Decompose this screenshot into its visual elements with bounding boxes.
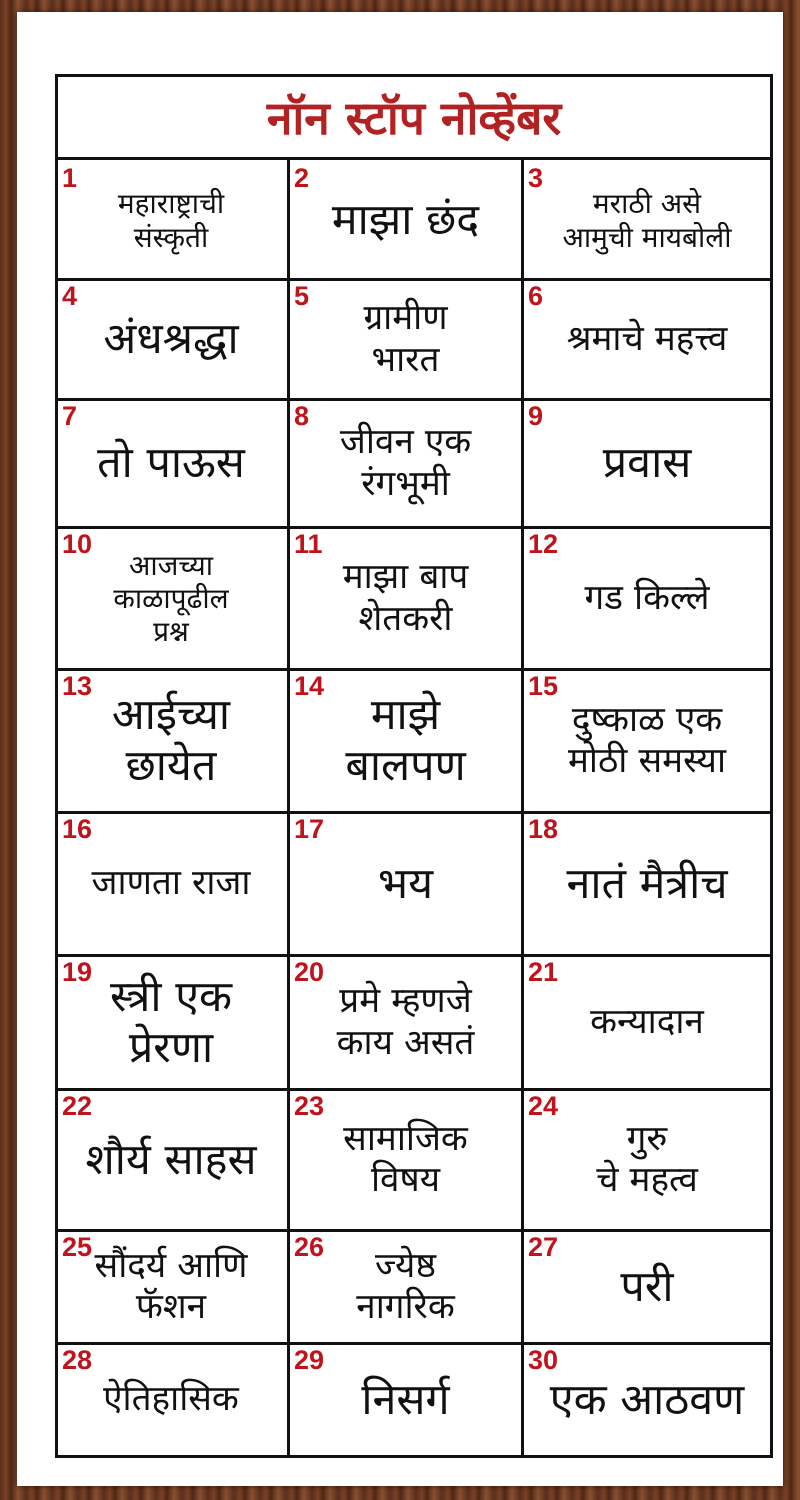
day-topic: मराठी असे आमुची मायबोली <box>562 187 732 254</box>
day-number: 19 <box>62 957 93 987</box>
day-number: 4 <box>62 281 78 311</box>
day-cell <box>290 529 521 668</box>
day-cell <box>290 163 521 278</box>
day-topic: ऐतिहासिक <box>103 1379 239 1420</box>
poster-title: नॉन स्टॉप नोव्हेंबर <box>58 77 770 160</box>
day-number: 3 <box>528 163 544 193</box>
day-number: 27 <box>528 1232 559 1262</box>
day-number: 8 <box>294 401 310 431</box>
day-number: 18 <box>528 814 559 844</box>
day-number: 25 <box>62 1232 93 1262</box>
day-cell <box>524 281 770 398</box>
day-topic: श्रमाचे महत्त्व <box>566 318 728 359</box>
day-cell <box>290 401 521 526</box>
day-cell <box>290 1232 521 1342</box>
day-topic: आजच्या काळापूढील प्रश्न <box>113 548 229 649</box>
day-cell <box>290 671 521 811</box>
day-cell <box>524 1345 770 1455</box>
day-number: 15 <box>528 671 559 701</box>
day-topic: जाणता राजा <box>91 863 251 904</box>
day-topic: सौंदर्य आणि फॅशन <box>94 1245 248 1327</box>
day-topic: भय <box>377 858 434 909</box>
day-topic: जीवन एक रंगभूमी <box>339 422 472 504</box>
day-topic: माझा बाप शेतकरी <box>342 557 469 639</box>
day-cell <box>58 1345 284 1455</box>
day-cell <box>524 814 770 954</box>
day-cell <box>290 814 521 954</box>
day-topic: एक आठवण <box>549 1374 745 1425</box>
day-topic: सामाजिक विषय <box>343 1118 468 1200</box>
day-topic: माझे बालपण <box>345 690 466 791</box>
day-cell <box>58 814 284 954</box>
day-cell <box>524 163 770 278</box>
day-number: 12 <box>528 529 559 559</box>
day-number: 30 <box>528 1345 559 1375</box>
day-number: 2 <box>294 163 310 193</box>
day-cell <box>290 1091 521 1229</box>
day-number: 16 <box>62 814 93 844</box>
day-topic: आईच्या छायेत <box>111 690 231 791</box>
day-number: 1 <box>62 163 78 193</box>
day-cell <box>58 957 284 1088</box>
day-cell <box>524 1091 770 1229</box>
day-topic: शौर्य साहस <box>85 1134 257 1185</box>
day-number: 10 <box>62 529 93 559</box>
day-number: 17 <box>294 814 325 844</box>
day-number: 28 <box>62 1345 93 1375</box>
day-number: 7 <box>62 401 78 431</box>
day-number: 20 <box>294 957 325 987</box>
day-topic: ग्रामीण भारत <box>363 298 448 380</box>
poster-card <box>17 12 783 1486</box>
day-topic: तो पाऊस <box>97 438 245 489</box>
day-number: 24 <box>528 1091 559 1121</box>
day-cell <box>524 1232 770 1342</box>
day-cell <box>58 401 284 526</box>
day-topic: प्रमे म्हणजे काय असतं <box>336 981 475 1063</box>
day-topic: माझा छंद <box>331 195 480 246</box>
day-number: 5 <box>294 281 310 311</box>
day-cell <box>58 671 284 811</box>
day-number: 26 <box>294 1232 325 1262</box>
day-cell <box>58 1091 284 1229</box>
day-cell <box>58 163 284 278</box>
day-topic: निसर्ग <box>361 1374 450 1425</box>
day-cell <box>290 281 521 398</box>
day-cell <box>290 957 521 1088</box>
day-topic: स्त्री एक प्रेरणा <box>109 971 233 1073</box>
topic-calendar-grid <box>55 74 773 1458</box>
day-cell <box>524 671 770 811</box>
day-cell <box>58 529 284 668</box>
day-number: 9 <box>528 401 544 431</box>
day-topic: दुष्काळ एक मोठी समस्या <box>567 699 727 781</box>
day-number: 11 <box>294 529 323 559</box>
day-cell <box>58 1232 284 1342</box>
day-topic: कन्यादान <box>590 1001 704 1042</box>
day-topic: गड किल्ले <box>584 577 710 618</box>
day-cell <box>524 957 770 1088</box>
day-topic: ज्येष्ठ नागरिक <box>356 1245 455 1327</box>
day-cell <box>290 1345 521 1455</box>
day-number: 29 <box>294 1345 325 1375</box>
day-cell <box>58 281 284 398</box>
day-topic: प्रवास <box>602 438 692 489</box>
day-number: 6 <box>528 281 544 311</box>
day-topic: अंधश्रद्धा <box>103 314 239 365</box>
day-number: 22 <box>62 1091 93 1121</box>
day-topic: गुरु चे महत्व <box>596 1118 698 1200</box>
day-number: 13 <box>62 671 93 701</box>
day-topic: महाराष्ट्राची संस्कृती <box>117 187 225 254</box>
day-number: 23 <box>294 1091 325 1121</box>
day-topic: नातं मैत्रीच <box>566 858 728 909</box>
day-cell <box>524 401 770 526</box>
day-topic: परी <box>620 1261 674 1312</box>
day-cell <box>524 529 770 668</box>
day-number: 21 <box>528 957 559 987</box>
day-number: 14 <box>294 671 325 701</box>
